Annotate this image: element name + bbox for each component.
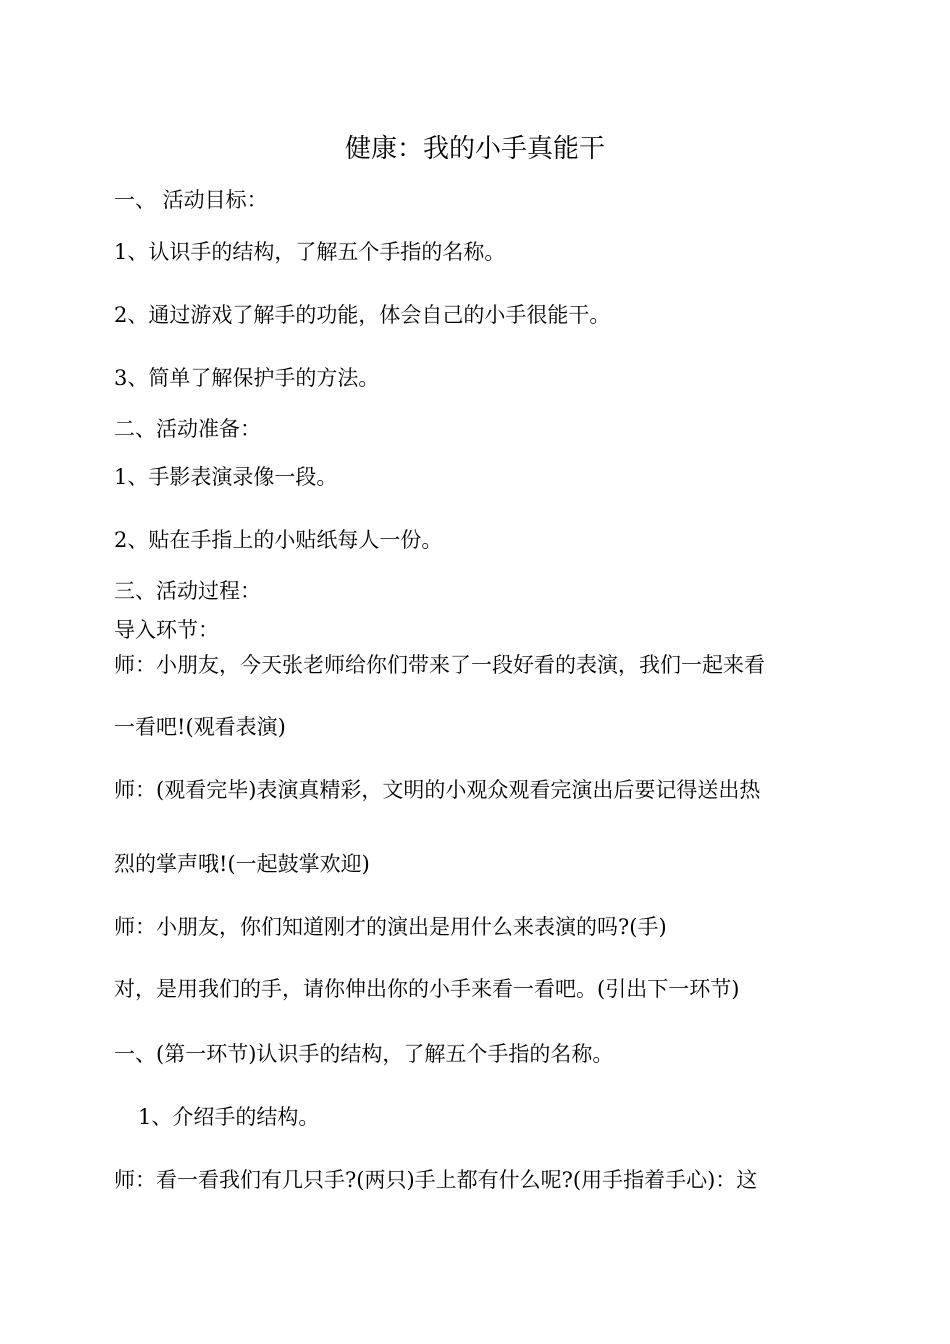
subsection-heading-hand-structure: 1、介绍手的结构。 <box>138 1105 320 1129</box>
paragraph-line: 对，是用我们的手，请你伸出你的小手来看一看吧。(引出下一环节) <box>114 977 740 1001</box>
document-title: 健康：我的小手真能干 <box>344 134 605 164</box>
paragraph-line: 一看吧!(观看表演) <box>114 715 286 739</box>
paragraph-line: 师：小朋友，今天张老师给你们带来了一段好看的表演，我们一起来看 <box>114 653 765 677</box>
paragraph-line: 师：(观看完毕)表演真精彩，文明的小观众观看完演出后要记得送出热 <box>114 778 761 802</box>
section-heading-preparation: 二、活动准备： <box>114 417 261 441</box>
paragraph-line: 2、贴在手指上的小贴纸每人一份。 <box>114 528 443 552</box>
paragraph-line: 烈的掌声哦!(一起鼓掌欢迎) <box>114 852 370 876</box>
paragraph-line: 3、简单了解保护手的方法。 <box>114 366 380 390</box>
paragraph-line: 师：看一看我们有几只手?(两只)手上都有什么呢?(用手指着手心)：这 <box>114 1168 758 1192</box>
section-heading-goals: 一、 活动目标： <box>114 188 268 212</box>
section-heading-step-one: 一、(第一环节)认识手的结构，了解五个手指的名称。 <box>114 1042 614 1066</box>
section-heading-process: 三、活动过程： <box>114 579 261 603</box>
subsection-heading-intro: 导入环节： <box>114 618 219 642</box>
paragraph-line: 师：小朋友，你们知道刚才的演出是用什么来表演的吗?(手) <box>114 915 667 939</box>
paragraph-line: 2、通过游戏了解手的功能，体会自己的小手很能干。 <box>114 303 611 327</box>
paragraph-line: 1、手影表演录像一段。 <box>114 465 338 489</box>
paragraph-line: 1、认识手的结构，了解五个手指的名称。 <box>114 240 506 264</box>
